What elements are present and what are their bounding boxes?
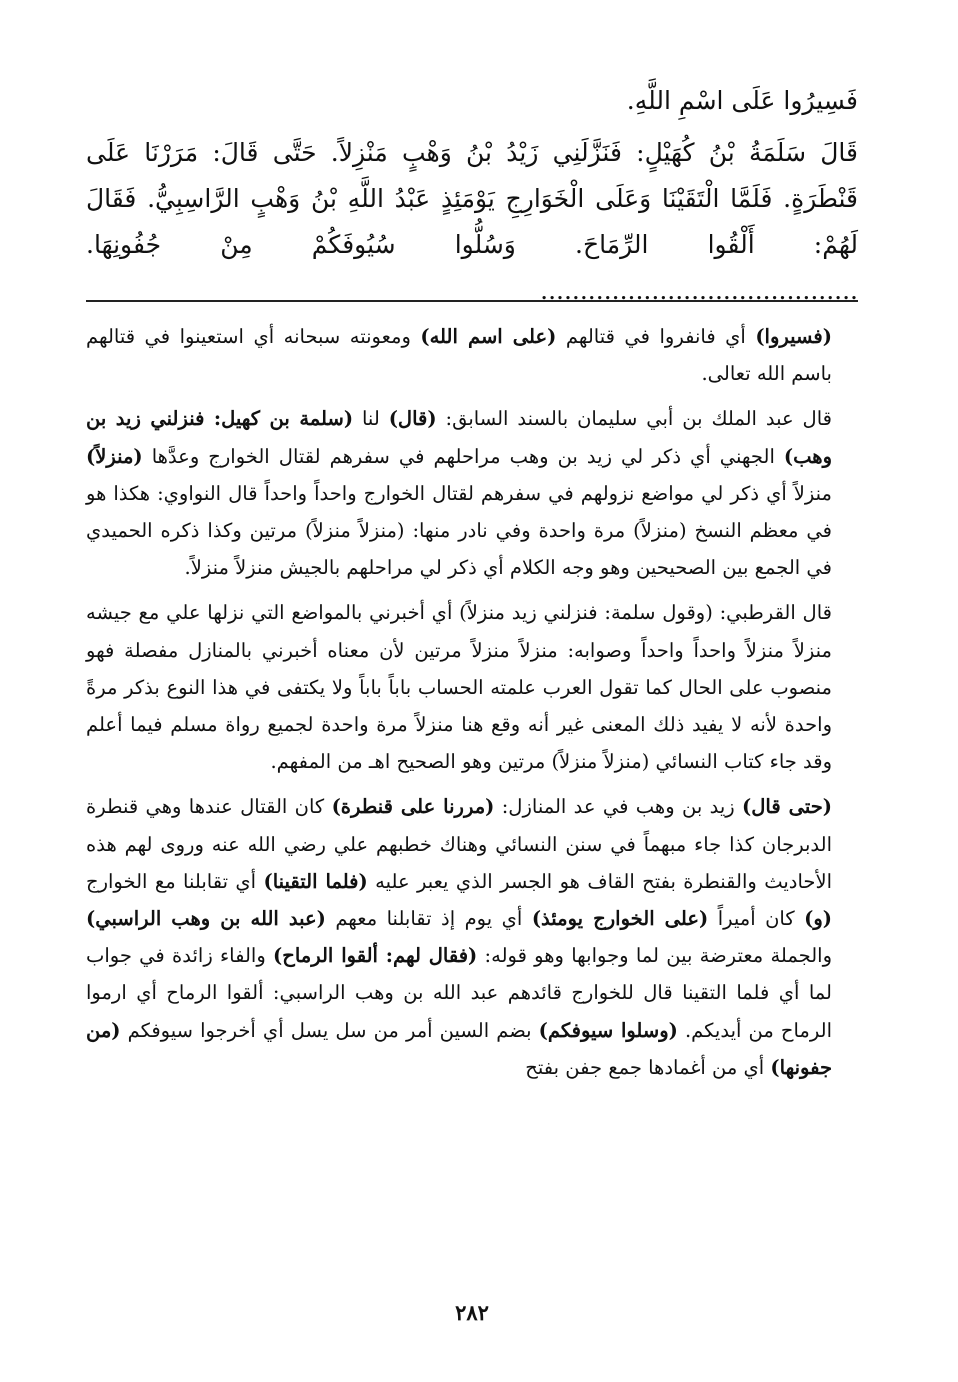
commentary-text [86, 318, 858, 1094]
page-number: ٢٨٢ [455, 1300, 489, 1325]
document-page [86, 0, 858, 1382]
commentary-paragraph-1: (فسيروا) أي فانفروا في قتالهم (على اسم الله) ومعونته سبحانه أي استعينوا في قتالهم باسم الله تعالى. [86, 325, 832, 386]
hadith-line-1: فَسِيرُوا عَلَى اسْمِ اللَّهِ. [626, 86, 858, 115]
commentary-paragraph-4: (حتى قال) زيد بن وهب في عد المنازل: (مررنا على قنطرة) كان القتال عندها وهي قنطرة الدبرجان كذا جاء مبهماً في سنن النسائي وهناك خطبهم علي رضي الله عنه وروى لهم هذه الأحاديث والقنطرة بفتح القاف هو الجسر الذي يعبر عليه (فلما التقينا) أي تقابلنا مع الخوارج (و) كان أميراً (على الخوارج يومئذ) أي يوم إذ تقابلنا معهم (عبد الله بن وهب الراسبي) والجملة معترضة بين لما وجوابها وهو قوله: (فقال لهم: ألقوا الرماح) والفاء زائدة في جواب لما أي فلما التقينا قال للخوارج قائدهم عبد الله بن وهب الراسبي: ألقوا الرماح أي ارموا الرماح من أيديكم. (وسلوا سيوفكم) بضم السين أمر من سل يسل أي أخرجوا سيوفكم (من جفونها) أي من أغمادها جمع جفن بفتح [86, 795, 833, 1079]
commentary-paragraph-3: قال القرطبي: (وقول سلمة: فنزلني زيد منزلاً) أي أخبرني بالمواضع التي نزلها علي مع جيشه منزلاً منزلاً واحداً واحداً وصوابه: منزلاً منزلاً مرتين لأن معناه أخبرني بالمنازل مفصلة فهو منصوب على الحال كما تقول العرب علمته الحساب باباً باباً ولا يكتفى في هذا النوع بذكر مرةً واحدة لأنه لا يفيد ذلك المعنى غير أنه وقع هنا منزلاً مرة واحدة لجميع رواة مسلم فيما أعلم وقد جاء كتاب النسائي (منزلاً منزلاً) مرتين وهو الصحيح اهـ من المفهم. [86, 601, 832, 774]
commentary-paragraph-2: قال عبد الملك بن أبي سليمان بالسند السابق: (قال) لنا (سلمة بن كهيل: فنزلني زيد بن وهب) الجهني أي ذكر لي زيد بن وهب مراحلهم في سفرهم لقتال الخوارج وعدَّها (منزلاً) منزلاً أي ذكر لي مواضع نزولهم في سفرهم لقتال الخوارج واحداً واحداً قال النواوي: هكذا هو في معظم النسخ (منزلاً) مرة واحدة وفي نادر منها: (منزلاً منزلاً) مرتين وكذا ذكره الحميدي في الجمع بين الصحيحين وهو وجه الكلام أي ذكر لي مراحلهم بالجيش منزلاً منزلاً. [86, 407, 832, 580]
hadith-paragraph: قَالَ سَلَمَةُ بْنُ كُهَيْلٍ: فَنَزَّلَنِي زَيْدُ بْنُ وَهْبٍ مَنْزِلاً. حَتَّى قَالَ: مَرَرْنَا عَلَى قَنْطَرَةٍ. فَلَمَّا الْتَقَيْنَا وَعَلَى الْخَوَارِجِ يَوْمَئِذٍ عَبْدُ اللَّهِ بْنُ وَهْبٍ الرَّاسِبِيُّ. فَقَالَ لَهُمْ: أَلْقُوا الرِّمَاحَ. وَسُلُّوا سُيُوفَكُمْ مِنْ جُفُونِهَا. ........................................ [86, 138, 858, 305]
footnote-divider [86, 300, 858, 302]
ellipsis-dots: ........................................ [540, 276, 858, 305]
hadith-text [86, 78, 858, 320]
